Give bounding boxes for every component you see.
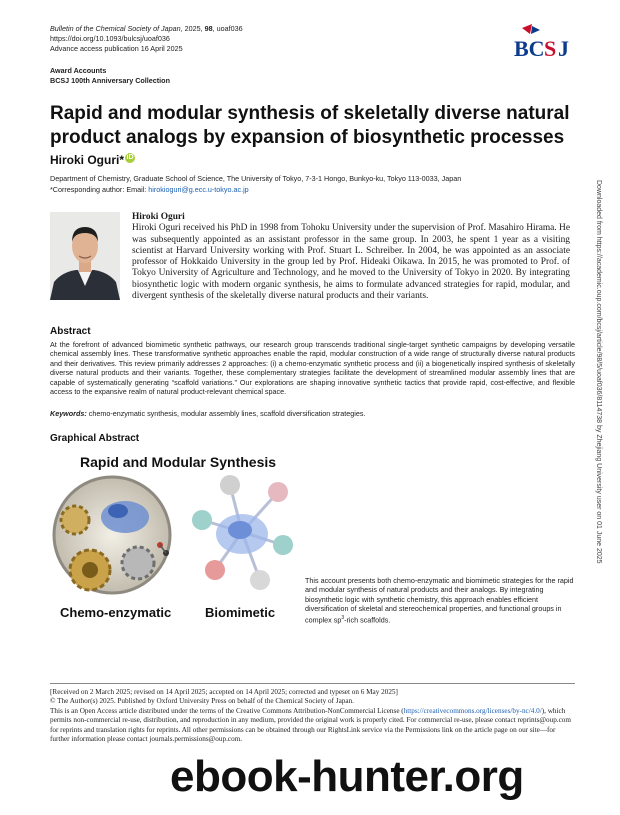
biomimetic-illustration xyxy=(190,470,295,600)
chemo-enzymatic-illustration xyxy=(50,475,180,600)
bio-text: Hiroki Oguri received his PhD in 1998 from Tohoku University under the supervision of Prof. Masahiro Hirama. He was subsequently appointed as an assistant professor in the same group. In 2003, he spent 1 year as a visiting scientist at Harvard University working with Prof. Stuart L. Schreiber. In 2004, he was appointed as an associate professor of Hokkaido University in the group led by Prof. Hideaki Oikawa. In 2015, he was promoted to Prof. of Tokyo University of Agriculture and Technology, and he moved to the University of Tokyo in 2020. By integrating biosynthetic logic with modern organic synthesis, he aims to formulate advanced strategies for rapid, modular, and divergent synthesis of the skeletally diverse natural products and their variants. xyxy=(132,223,570,302)
email-link[interactable]: hirokioguri@g.ecc.u-tokyo.ac.jp xyxy=(148,185,249,194)
svg-text:BC: BC xyxy=(514,36,545,61)
watermark: ebook-hunter.org xyxy=(170,752,524,801)
license-link[interactable]: https://creativecommons.org/licenses/by-nc/4.0/ xyxy=(403,706,542,715)
abstract-text: At the forefront of advanced biomimetic synthetic pathways, our research group transcends traditional single-target synthetic campaigns by developing versatile chemical assembly lines. These transformative synthetic approaches enable the rapid, modular construction of a wide range of structurally diverse natural products and their derivatives. This review primarily addresses 2 approaches: (i) a chemo-enzymatic synthetic process and (ii) a biogenetically inspired synthesis of skeletally diverse natural products and their variants. Together, these complementary strategies facilitate the development of streamlined modular assembly lines that are capable of systematically generating “scaffold variations.” Our explorations are shaping innovative synthetic tactics that provide rapid, cost-effective, and flexible access to the expansive realm of natural product-relevant chemical space. xyxy=(50,340,575,397)
author-biography xyxy=(132,212,570,302)
svg-text:J: J xyxy=(558,36,569,61)
graphical-abstract-heading: Graphical Abstract xyxy=(50,433,140,444)
graphical-abstract-caption: This account presents both chemo-enzymatic and biomimetic strategies for the rapid and modular synthesis of natural products and their analogs. By integrating biosynthetic logic with synthetic chemistry, this approach enables efficient diversification of skeletal and stereochemical properties, and functional groups in complex $sp^3$-rich scaffolds. xyxy=(305,576,574,625)
graphical-abstract-title: Rapid and Modular Synthesis xyxy=(80,454,277,470)
journal-name: Bulletin of the Chemical Society of Japan xyxy=(50,24,181,33)
abstract-heading: Abstract xyxy=(50,326,91,337)
keywords-text: chemo-enzymatic synthesis, modular assembly lines, scaffold diversification strategies. xyxy=(86,409,366,418)
orcid-icon[interactable]: iD xyxy=(126,154,134,161)
affiliation-block: Department of Chemistry, Graduate School of Science, The University of Tokyo, 7-3-1 Hongo, Bunkyo-ku, Tokyo 113-0033, Japan *Corresponding author: Email: hirokioguri@g.ecc.u-tokyo.ac.jp xyxy=(50,174,462,194)
author-name[interactable]: Hiroki Oguri* xyxy=(50,153,125,167)
download-notice: Downloaded from https://academic.oup.com/bcsj/article/98/5/uoaf036/8114738 by Zhejiang University user on 01 June 2025 xyxy=(595,180,602,564)
doi-link[interactable]: https://doi.org/10.1093/bulcsj/uoaf036 xyxy=(50,34,170,43)
license-text: This is an Open Access article distributed under the terms of the Creative Commons Attribution-NonCommercial License (https://creativecommons.org/licenses/by-nc/4.0/), which permits non-commercial re-use, distribution, and reproduction in any medium, provided the original work is properly cited. For commercial re-use, please contact reprints@oup.com for reprints and translation rights for reprints. All other permissions can be obtained through our RightsLink service via the Permissions link on the article page on our site—for further information please contact journals.permissions@oup.com. xyxy=(50,706,571,744)
article-id: , uoaf036 xyxy=(212,24,243,33)
copyright: © The Author(s) 2025. Published by Oxford University Press on behalf of the Chemical Society of Japan. xyxy=(50,697,354,706)
received-dates: [Received on 2 March 2025; revised on 14 April 2025; accepted on 14 April 2025; corrected and typeset on 6 May 2025] xyxy=(50,688,398,696)
access-date: Advance access publication 16 April 2025 xyxy=(50,44,183,53)
footer-notes xyxy=(50,688,575,744)
article-title: Rapid and modular synthesis of skeletally diverse natural product analogs by expansion of biosynthetic processes xyxy=(50,103,570,148)
volume: 98 xyxy=(204,24,213,33)
article-category: Award Accounts BCSJ 100th Anniversary Collection xyxy=(50,66,170,85)
affiliation: Department of Chemistry, Graduate School of Science, The University of Tokyo, 7-3-1 Hongo, Bunkyo-ku, Tokyo 113-0033, Japan xyxy=(50,174,462,183)
bio-name: Hiroki Oguri xyxy=(132,212,185,222)
footer-divider xyxy=(50,683,575,684)
bcsj-logo xyxy=(512,24,582,62)
svg-text:S: S xyxy=(544,36,557,61)
author-line xyxy=(50,153,135,167)
keywords-label: Keywords: xyxy=(50,409,87,418)
author-photo xyxy=(50,212,120,300)
keywords xyxy=(50,409,365,418)
journal-header: Bulletin of the Chemical Society of Japan, 2025, 98, uoaf036 https://doi.org/10.1093/bulcsj/uoaf036 Advance access publication 16 April 2025 xyxy=(50,24,243,53)
chemo-enzymatic-label: Chemo-enzymatic xyxy=(60,605,172,620)
biomimetic-label: Biomimetic xyxy=(205,605,276,620)
